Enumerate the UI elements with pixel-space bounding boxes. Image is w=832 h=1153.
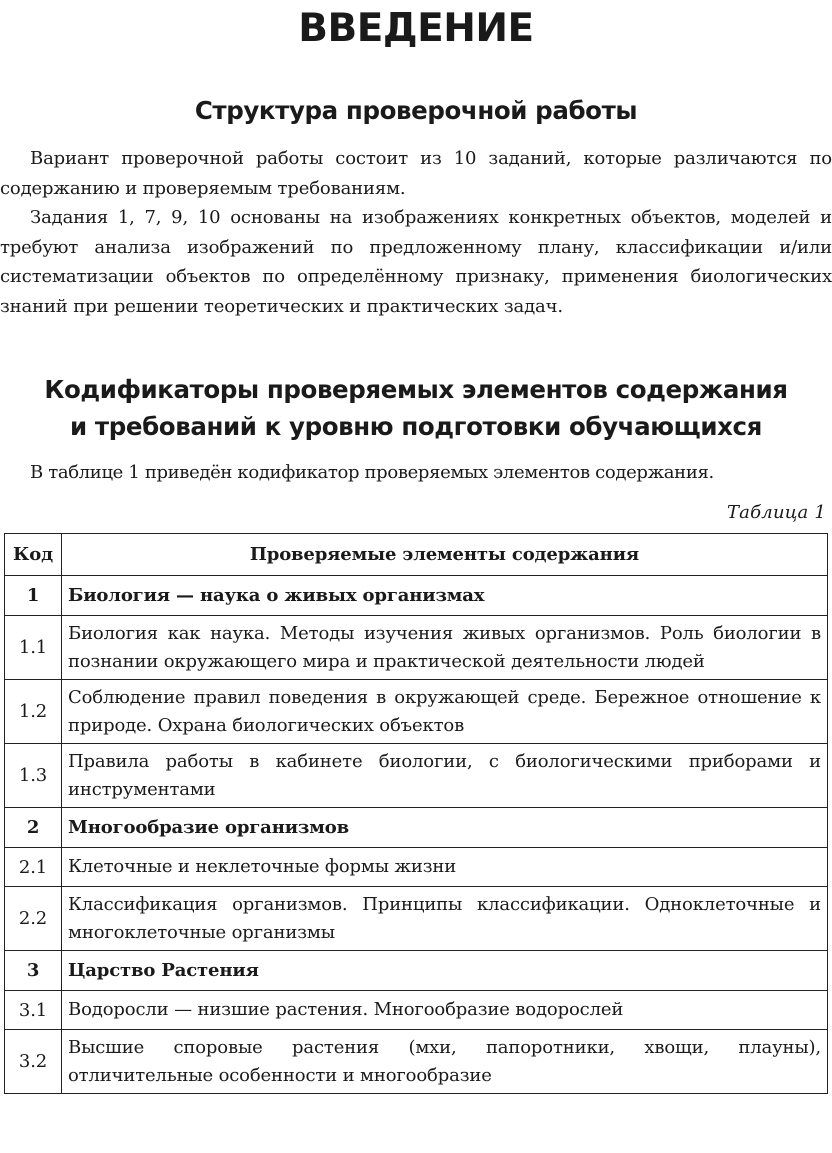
table-row xyxy=(5,680,828,744)
table-row xyxy=(5,808,828,848)
paragraph-variant xyxy=(0,144,832,203)
section-heading-codifiers-line2: и требований к уровню подготовки обучающихся xyxy=(70,412,762,441)
row-code: 1.3 xyxy=(5,744,62,808)
row-code: 1.2 xyxy=(5,680,62,744)
row-text: Правила работы в кабинете биологии, с биологическими приборами и инструментами xyxy=(62,744,828,808)
paragraph-tasks xyxy=(0,203,832,321)
header-code: Код xyxy=(5,534,62,576)
row-code: 1 xyxy=(5,576,62,616)
table-row xyxy=(5,744,828,808)
row-text: Царство Растения xyxy=(62,951,828,991)
row-text: Соблюдение правил поведения в окружающей среде. Бережное отношение к природе. Охрана биологических объектов xyxy=(62,680,828,744)
header-content: Проверяемые элементы содержания xyxy=(62,534,828,576)
row-text: Классификация организмов. Принципы классификации. Одноклеточные и многоклеточные организмы xyxy=(62,887,828,951)
row-text: Биология как наука. Методы изучения живых организмов. Роль биологии в познании окружающего мира и практической деятельности людей xyxy=(62,616,828,680)
row-text: Биология — наука о живых организмах xyxy=(62,576,828,616)
table-row xyxy=(5,887,828,951)
table-row xyxy=(5,616,828,680)
paragraph-variant-text: Вариант проверочной работы состоит из 10 заданий, которые различаются по содержанию и проверяемым требованиям. xyxy=(0,148,832,199)
table-row xyxy=(5,1030,828,1094)
section-heading-structure: Структура проверочной работы xyxy=(194,96,638,125)
row-code: 2 xyxy=(5,808,62,848)
row-text: Клеточные и неклеточные формы жизни xyxy=(62,848,828,887)
row-code: 2.2 xyxy=(5,887,62,951)
paragraph-tasks-text: Задания 1, 7, 9, 10 основаны на изображениях конкретных объектов, моделей и требуют анализа изображений по предложенному плану, классификации и/или систематизации объектов по определённому признаку, применения биологических знаний при решении теоретических и практических задач. xyxy=(0,207,832,317)
table-caption: Таблица 1 xyxy=(726,502,826,523)
row-code: 3.2 xyxy=(5,1030,62,1094)
row-code: 1.1 xyxy=(5,616,62,680)
table-row xyxy=(5,576,828,616)
paragraph-table-intro-text: В таблице 1 приведён кодификатор проверяемых элементов содержания. xyxy=(30,462,714,483)
paragraph-table-intro xyxy=(0,458,832,488)
section-heading-codifiers-line1: Кодификаторы проверяемых элементов содержания xyxy=(44,375,788,404)
row-text: Многообразие организмов xyxy=(62,808,828,848)
table-row xyxy=(5,991,828,1030)
row-code: 2.1 xyxy=(5,848,62,887)
section-heading-codifiers xyxy=(0,371,832,445)
row-code: 3 xyxy=(5,951,62,991)
page-title: ВВЕДЕНИЕ xyxy=(298,6,534,51)
table-row xyxy=(5,848,828,887)
row-text: Водоросли — низшие растения. Многообразие водорослей xyxy=(62,991,828,1030)
row-text: Высшие споровые растения (мхи, папоротники, хвощи, плауны), отличительные особенности и многообразие xyxy=(62,1030,828,1094)
table-row xyxy=(5,951,828,991)
table-header-row xyxy=(5,534,828,576)
codifier-table xyxy=(4,533,828,1094)
row-code: 3.1 xyxy=(5,991,62,1030)
